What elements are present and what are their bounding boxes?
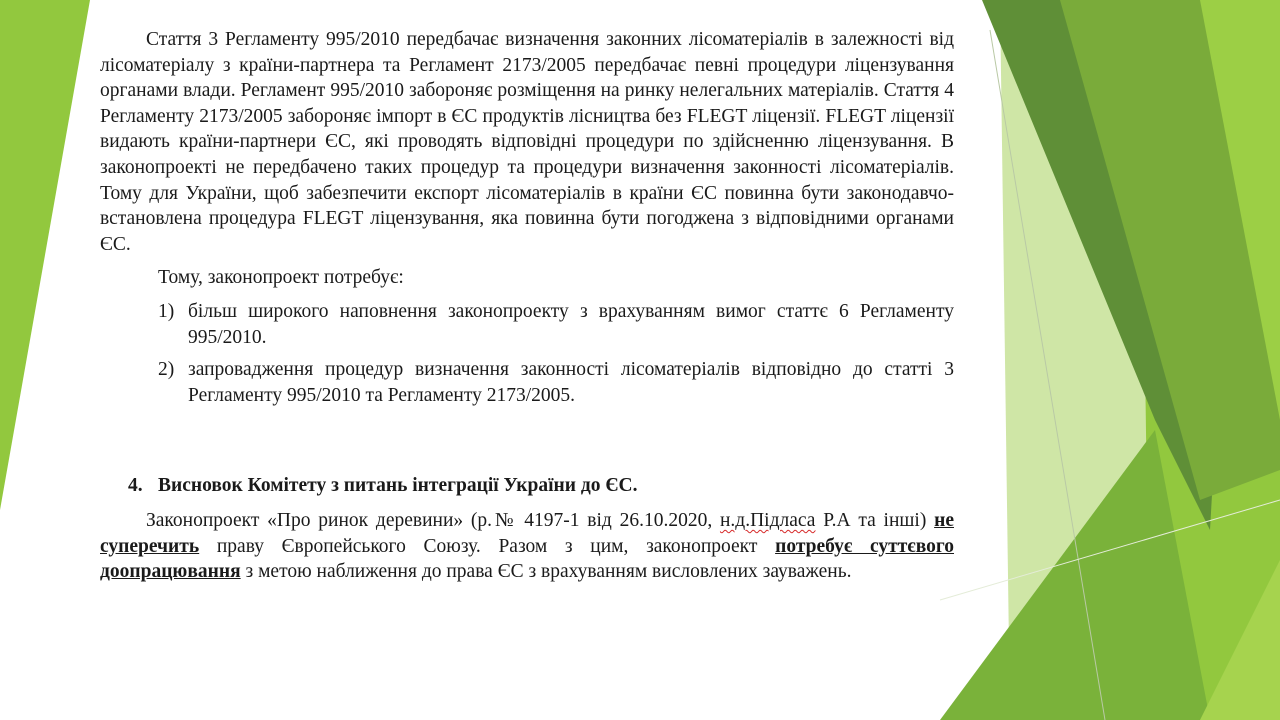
conclusion-text-part: Р.А та інші) [815, 509, 935, 531]
conclusion-text-part: праву Європейського Союзу. Разом з цим, законопроект [199, 535, 776, 557]
conclusion-emphasis-needs-revision: потребує суттєвого доопрацювання [100, 535, 954, 583]
requirement-number: 2) [158, 359, 175, 381]
conclusion-paragraph [100, 508, 954, 585]
left-green-band [0, 0, 90, 510]
requirements-list [100, 299, 954, 408]
requirements-intro: Тому, законопроект потребує: [158, 267, 404, 289]
requirement-number: 1) [158, 300, 175, 322]
paragraph-regulation-analysis: Стаття 3 Регламенту 995/2010 передбачає визначення законних лісоматеріалів в залежності від лісоматеріалу з країни-партнера та Регламент 2173/2005 передбачає певні процедури ліцензування органами влади. Регламент 995/2010 забороняє розміщення на ринку нелегальних матеріалів. Стаття 4 Регламенту 2173/2005 забороняє імпорт в ЄС продуктів лісництва без FLEGT ліцензії. FLEGT ліцензії видають країни-партнери ЄС, які проводять відповідні процедури по здійсненню ліцензування. В законопроекті не передбачено таких процедур та процедури визначення законності лісоматеріалів. Тому для України, щоб забезпечити експорт лісоматеріалів в країни ЄС повинна бути законодавчо-встановлена процедура FLEGT ліцензування, яка повинна бути погоджена з відповідними органами ЄС. [100, 29, 954, 255]
document-text-area [100, 27, 954, 585]
requirement-text: більш широкого наповнення законопроекту з врахуванням вимог статтє 6 Регламенту 995/2010. [188, 300, 954, 348]
requirement-text: запровадження процедур визначення законності лісоматеріалів відповідно до статті 3 Регламенту 995/2010 та Регламенту 2173/2005. [188, 359, 954, 406]
requirement-item [100, 357, 954, 408]
conclusion-text-part: з метою наближення до права ЄС з врахуванням висловлених зауважень. [240, 561, 852, 583]
section-title: Висновок Комітету з питань інтеграції України до ЄС. [158, 475, 638, 497]
section-heading [100, 473, 954, 499]
section-number: 4. [128, 475, 143, 497]
requirement-item [100, 299, 954, 350]
conclusion-emphasis-no-conflict: не суперечить [100, 509, 954, 557]
spellcheck-flagged-word: н.д.Підласа [719, 509, 816, 531]
conclusion-text-part: Законопроект «Про ринок деревини» (р.№ 4197-1 від 26.10.2020, [146, 509, 720, 531]
